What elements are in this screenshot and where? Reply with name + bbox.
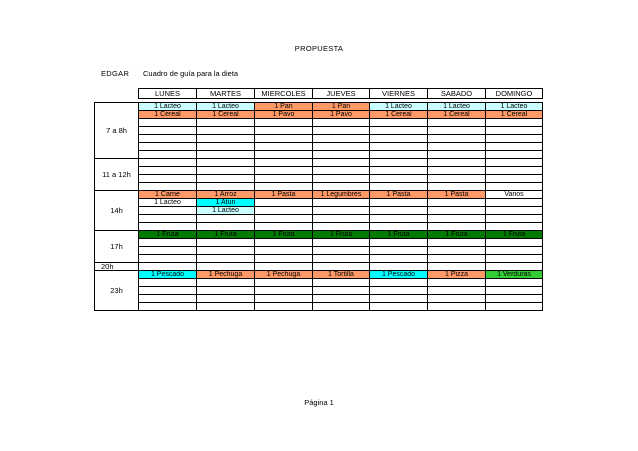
table-row	[95, 239, 543, 247]
table-row	[95, 199, 543, 207]
table-row	[95, 183, 543, 191]
day-header-viernes: VIERNES	[370, 89, 428, 99]
table-row	[95, 119, 543, 127]
meal-cell	[486, 287, 543, 295]
table-row	[95, 303, 543, 311]
table-row	[95, 103, 543, 111]
table-row	[95, 111, 543, 119]
meal-cell	[197, 279, 255, 287]
meal-cell	[139, 303, 197, 311]
meal-cell	[139, 167, 197, 175]
meal-cell: 1 Pizza	[428, 271, 486, 279]
table-row	[95, 215, 543, 223]
meal-cell	[370, 223, 428, 231]
meal-cell: 1 Fruta	[370, 231, 428, 239]
meal-cell: 1 Pavo	[313, 111, 370, 119]
time-slot-label: 14h	[95, 191, 139, 231]
meal-cell	[313, 199, 370, 207]
meal-cell	[197, 215, 255, 223]
meal-cell	[428, 207, 486, 215]
meal-cell	[428, 159, 486, 167]
meal-cell: 1 Atun	[197, 199, 255, 207]
meal-cell: 1 Fruta	[197, 231, 255, 239]
meal-cell	[370, 175, 428, 183]
table-row	[95, 207, 543, 215]
meal-cell	[370, 279, 428, 287]
meal-cell	[139, 159, 197, 167]
meal-cell	[428, 303, 486, 311]
meal-cell	[370, 295, 428, 303]
day-header-domingo: DOMINGO	[486, 89, 543, 99]
table-row	[95, 191, 543, 199]
day-header-row	[95, 89, 543, 99]
meal-cell: 1 Pavo	[255, 111, 313, 119]
meal-cell	[197, 287, 255, 295]
meal-cell: 1 Cereal	[139, 111, 197, 119]
meal-cell	[428, 279, 486, 287]
meal-cell	[255, 159, 313, 167]
meal-cell	[428, 127, 486, 135]
page-title: PROPUESTA	[294, 44, 344, 53]
meal-cell: 1 Lacteo	[197, 103, 255, 111]
meal-cell	[486, 135, 543, 143]
meal-cell	[486, 263, 543, 271]
meal-cell	[428, 143, 486, 151]
meal-cell	[486, 167, 543, 175]
person-name: EDGAR	[101, 69, 130, 78]
meal-cell: 1 Lacteo	[197, 207, 255, 215]
meal-cell	[486, 295, 543, 303]
meal-cell	[255, 287, 313, 295]
meal-cell: 1 Lacteo	[486, 103, 543, 111]
meal-cell	[313, 127, 370, 135]
meal-cell	[313, 223, 370, 231]
meal-cell	[486, 159, 543, 167]
meal-cell	[139, 279, 197, 287]
meal-cell: Varios	[486, 191, 543, 199]
meal-cell: 1 Tortilla	[313, 271, 370, 279]
meal-cell	[313, 303, 370, 311]
meal-cell	[139, 215, 197, 223]
meal-cell	[255, 199, 313, 207]
meal-cell: 1 Arroz	[197, 191, 255, 199]
meal-cell	[370, 167, 428, 175]
meal-cell	[370, 127, 428, 135]
time-slot-label: 7 a 8h	[95, 103, 139, 159]
meal-cell	[255, 295, 313, 303]
table-row	[95, 127, 543, 135]
meal-cell	[428, 151, 486, 159]
meal-cell	[313, 279, 370, 287]
meal-cell	[197, 119, 255, 127]
meal-cell: 1 Fruta	[486, 231, 543, 239]
meal-cell	[486, 207, 543, 215]
meal-cell	[313, 207, 370, 215]
meal-cell	[370, 135, 428, 143]
meal-cell	[370, 207, 428, 215]
table-row	[95, 279, 543, 287]
meal-cell	[313, 183, 370, 191]
meal-cell	[255, 127, 313, 135]
table-row	[95, 247, 543, 255]
meal-cell	[139, 255, 197, 263]
meal-cell	[139, 247, 197, 255]
meal-cell: 1 Legumbres	[313, 191, 370, 199]
time-slot-label: 20h	[95, 263, 139, 271]
meal-cell: 1 Pan	[255, 103, 313, 111]
meal-cell	[313, 119, 370, 127]
meal-cell	[486, 223, 543, 231]
day-header-miercoles: MIERCOLES	[255, 89, 313, 99]
meal-cell	[428, 199, 486, 207]
meal-cell	[370, 263, 428, 271]
meal-cell	[139, 175, 197, 183]
meal-cell	[370, 143, 428, 151]
meal-cell	[313, 151, 370, 159]
meal-cell	[428, 167, 486, 175]
meal-cell	[313, 287, 370, 295]
meal-cell: 1 Lacteo	[139, 103, 197, 111]
time-slot-label: 23h	[95, 271, 139, 311]
meal-cell	[197, 127, 255, 135]
meal-cell	[428, 247, 486, 255]
meal-cell	[139, 287, 197, 295]
meal-cell	[486, 215, 543, 223]
table-row	[95, 143, 543, 151]
time-slot-label: 17h	[95, 231, 139, 263]
meal-cell	[486, 127, 543, 135]
meal-cell	[486, 151, 543, 159]
meal-cell: 1 Fruta	[313, 231, 370, 239]
meal-cell	[313, 135, 370, 143]
meal-cell	[197, 159, 255, 167]
meal-cell	[370, 287, 428, 295]
meal-cell	[428, 287, 486, 295]
meal-cell	[313, 167, 370, 175]
meal-cell: 1 Carne	[139, 191, 197, 199]
day-header-lunes: LUNES	[139, 89, 197, 99]
meal-cell	[428, 239, 486, 247]
meal-cell	[255, 279, 313, 287]
meal-cell	[486, 119, 543, 127]
sheet-subtitle: Cuadro de guía para la dieta	[143, 69, 239, 78]
meal-cell	[313, 263, 370, 271]
meal-cell	[139, 223, 197, 231]
time-slot-label: 11 a 12h	[95, 159, 139, 191]
meal-cell	[139, 183, 197, 191]
meal-cell: 1 Fruta	[255, 231, 313, 239]
meal-cell	[428, 119, 486, 127]
meal-cell	[370, 255, 428, 263]
meal-cell	[313, 255, 370, 263]
meal-cell	[255, 167, 313, 175]
meal-cell: 1 Fruta	[428, 231, 486, 239]
meal-cell	[370, 303, 428, 311]
meal-cell: 1 Pescado	[370, 271, 428, 279]
meal-cell	[139, 239, 197, 247]
meal-cell	[486, 175, 543, 183]
meal-cell	[139, 263, 197, 271]
meal-cell	[486, 183, 543, 191]
meal-cell	[486, 239, 543, 247]
meal-cell: 1 Pechuga	[197, 271, 255, 279]
meal-cell: 1 Verduras	[486, 271, 543, 279]
meal-cell	[370, 215, 428, 223]
meal-cell	[313, 215, 370, 223]
meal-cell	[428, 175, 486, 183]
meal-cell	[255, 223, 313, 231]
table-row	[95, 159, 543, 167]
meal-cell: 1 Pan	[313, 103, 370, 111]
meal-cell	[428, 135, 486, 143]
table-row	[95, 287, 543, 295]
meal-cell	[370, 199, 428, 207]
meal-cell	[255, 207, 313, 215]
meal-cell	[139, 119, 197, 127]
meal-cell	[255, 119, 313, 127]
meal-cell	[486, 199, 543, 207]
meal-cell	[139, 295, 197, 303]
meal-cell	[197, 247, 255, 255]
meal-cell	[255, 255, 313, 263]
meal-cell	[139, 151, 197, 159]
meal-cell: 1 Cereal	[370, 111, 428, 119]
table-row	[95, 135, 543, 143]
meal-cell	[255, 135, 313, 143]
meal-cell: 1 Lacteo	[139, 199, 197, 207]
meal-cell: 1 Fruta	[139, 231, 197, 239]
meal-cell	[313, 143, 370, 151]
meal-cell: 1 Cereal	[486, 111, 543, 119]
meal-cell	[139, 127, 197, 135]
meal-cell: 1 Lacteo	[428, 103, 486, 111]
meal-cell: 1 Pechuga	[255, 271, 313, 279]
table-row	[95, 151, 543, 159]
meal-cell	[313, 175, 370, 183]
meal-cell	[428, 255, 486, 263]
meal-cell	[255, 143, 313, 151]
meal-cell	[486, 143, 543, 151]
meal-cell	[370, 151, 428, 159]
meal-cell	[370, 183, 428, 191]
meal-cell	[428, 295, 486, 303]
meal-cell	[370, 159, 428, 167]
table-row	[95, 255, 543, 263]
corner-cell	[95, 89, 139, 99]
meal-cell	[486, 255, 543, 263]
table-row	[95, 271, 543, 279]
table-row	[95, 223, 543, 231]
meal-cell: 1 Cereal	[428, 111, 486, 119]
meal-cell	[255, 263, 313, 271]
diet-schedule-table	[94, 88, 543, 311]
meal-cell	[428, 223, 486, 231]
table-row	[95, 263, 543, 271]
meal-cell	[139, 143, 197, 151]
meal-cell	[139, 207, 197, 215]
meal-cell: 1 Cereal	[197, 111, 255, 119]
meal-cell	[313, 159, 370, 167]
day-header-jueves: JUEVES	[313, 89, 370, 99]
meal-cell	[255, 215, 313, 223]
meal-cell: 1 Pasta	[428, 191, 486, 199]
meal-cell	[370, 247, 428, 255]
meal-cell	[197, 239, 255, 247]
meal-cell	[139, 135, 197, 143]
meal-cell	[428, 263, 486, 271]
meal-cell	[197, 135, 255, 143]
meal-cell	[197, 263, 255, 271]
meal-cell	[255, 303, 313, 311]
meal-cell	[255, 183, 313, 191]
meal-cell: 1 Pasta	[255, 191, 313, 199]
meal-cell: 1 Pasta	[370, 191, 428, 199]
meal-cell	[197, 295, 255, 303]
day-header-martes: MARTES	[197, 89, 255, 99]
meal-cell	[486, 247, 543, 255]
meal-cell	[428, 215, 486, 223]
meal-cell	[313, 295, 370, 303]
meal-cell	[313, 239, 370, 247]
meal-cell	[370, 239, 428, 247]
meal-cell	[197, 303, 255, 311]
meal-cell	[428, 183, 486, 191]
meal-cell	[197, 183, 255, 191]
meal-cell	[370, 119, 428, 127]
meal-cell: 1 Lacteo	[370, 103, 428, 111]
meal-cell	[197, 175, 255, 183]
meal-cell	[255, 175, 313, 183]
day-header-sabado: SABADO	[428, 89, 486, 99]
page-number: Página 1	[304, 398, 334, 407]
meal-cell	[197, 167, 255, 175]
meal-cell	[313, 247, 370, 255]
meal-cell	[197, 223, 255, 231]
meal-cell	[486, 279, 543, 287]
table-row	[95, 167, 543, 175]
meal-cell	[255, 239, 313, 247]
meal-cell	[197, 151, 255, 159]
meal-cell	[255, 151, 313, 159]
table-row	[95, 295, 543, 303]
table-row	[95, 175, 543, 183]
meal-cell	[486, 303, 543, 311]
meal-cell: 1 Pescado	[139, 271, 197, 279]
meal-cell	[197, 143, 255, 151]
meal-cell	[197, 255, 255, 263]
table-row	[95, 231, 543, 239]
meal-cell	[255, 247, 313, 255]
